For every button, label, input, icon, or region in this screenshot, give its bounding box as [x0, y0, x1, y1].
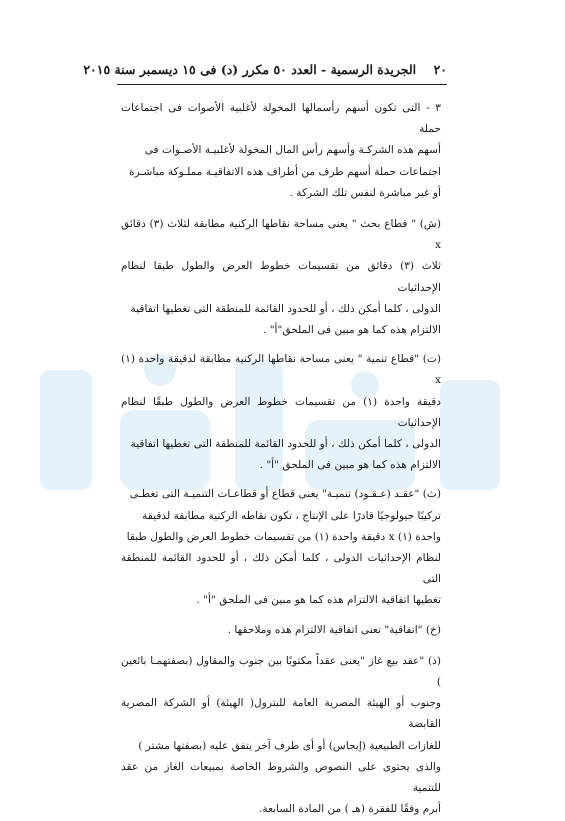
text-line: تغطيها اتفاقية الالتزام هذه كما هو مبين فى الملحق "أ" .: [196, 594, 441, 607]
header-title: الجريدة الرسمية - العدد ٥٠ مكرر (د) فى ١٥ ديسمبر سنة ٢٠١٥: [83, 62, 417, 77]
text-line: تركيبًا جيولوجيًا قادرًا على الإنتاج ، تكون نقاطه الركنية مطابقة لدقيقة: [142, 509, 441, 522]
document-body: [121, 98, 441, 821]
text-line: أبرم وفقًا للفقرة (هـ ) من المادة السابعة.: [259, 803, 441, 816]
text-line: دقيقة واحدة (١) من تقسيمات خطوط العرض والطول طبقًا لنظام الإحداثيات: [121, 395, 441, 429]
text-line: أسهم هذه الشركـة وأسهم رأس المال المخولة لأغلبيـة الأصـوات فى: [144, 144, 441, 157]
text-line: واحدة (١) x دقيقة واحدة (١) من تقسيمات خطوط العرض والطول طبقا: [126, 530, 441, 543]
text-line: للغازات الطبيعية (إيجاس) أو أى طرف آخر يتفق عليه (بصفتها مشتر ): [138, 739, 441, 752]
definition-t: [121, 349, 441, 476]
text-line: (ش) " قطاع بحث " يعنى مساحة نقاطها الركنية مطابقة لثلاث (٣) دقائق x: [121, 218, 441, 252]
definition-kh: [121, 620, 441, 641]
text-line: ثلاث (٣) دقائق من تقسيمات خطوط العرض والطول طبقا لنظام الإحداثيات: [121, 260, 441, 294]
text-line: ٣ - التى تكون أسهم رأسمالها المخولة لأغلبية الأصوات فى اجتماعات حملة: [121, 102, 441, 136]
page-header: [83, 62, 447, 77]
text-line: (خ) "اتفاقية" تعنى اتفاقية الالتزام هذه وملاحقها .: [227, 623, 441, 636]
text-line: لنظام الإحداثيات الدولى ، كلما أمكن ذلك ، أو للحدود القائمة للمنطقة التى: [121, 552, 441, 586]
text-line: (ت) "قطاع تنمية " يعنى مساحة نقاطها الركنية مطابقة لدقيقة واحدة (١) x: [121, 353, 441, 387]
text-line: الدولى ، كلما أمكن ذلك ، أو للحدود القائمة للمنطقة التى تغطيها اتفاقية: [130, 302, 441, 315]
page-number: ٢٠: [433, 62, 447, 77]
text-line: أو غير مباشرة لنفس تلك الشركة .: [289, 186, 441, 199]
text-line: الالتزام هذه كما هو مبين فى الملحق"أ" .: [262, 324, 441, 337]
text-line: وجنوب أو الهيئة المصرية العامة للبترول( الهيئة) أو الشركة المصرية القابضة: [121, 697, 441, 731]
header-divider: [117, 84, 447, 85]
definition-dh: [121, 651, 441, 821]
text-line: والذى يحتوى على النصوص والشروط الخاصة بمبيعات الغاز من عقد للتنمية: [121, 760, 441, 795]
definition-sh: [121, 214, 441, 341]
definition-th: [121, 484, 441, 611]
text-line: اجتماعات حملة أسهم طرف من أطراف هذه الاتفاقيـة مملـوكة مباشـرة: [129, 165, 441, 178]
text-line: (ث) "عقـد (عـقـود) تنميـة" يعنى قطاع أو قطاعـات التنميـة التى تغطـى: [129, 488, 441, 501]
text-line: (ذ) "عقد بيع غاز "يعنى عقداً مكتوبًا بين جنوب والمقاول (بصفتهمـا بائعين ): [121, 654, 441, 689]
clause-3: [121, 98, 441, 204]
text-line: الدولى ، كلما أمكن ذلك ، أو للحدود القائمة للمنطقة التى تغطيها اتفاقية: [130, 438, 441, 451]
text-line: الالتزام هذه كما هو مبين فى الملحق "أ" .: [259, 459, 441, 472]
